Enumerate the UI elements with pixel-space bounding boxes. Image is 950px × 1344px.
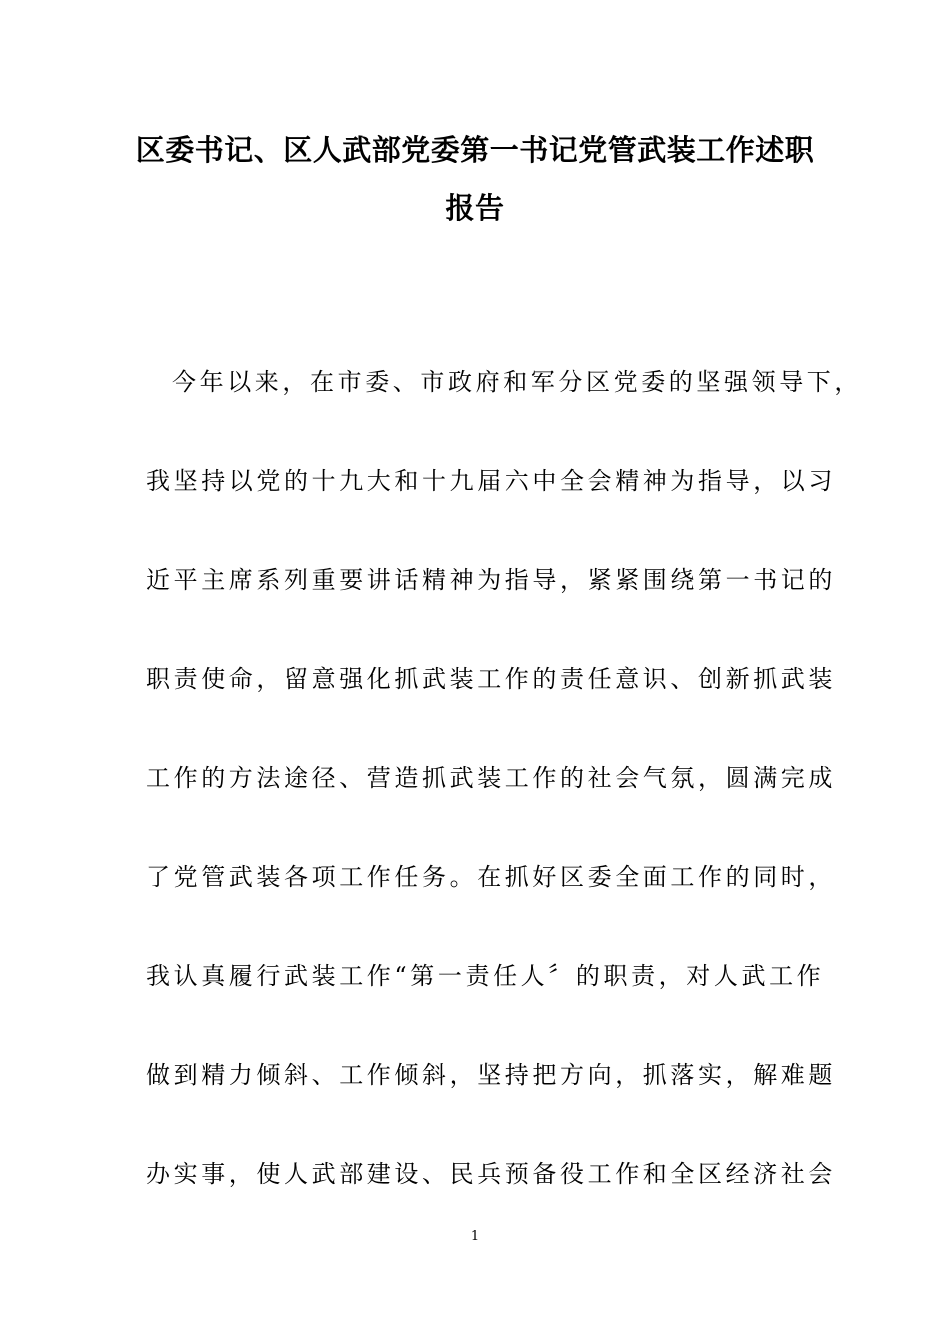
paragraph-line: 了党管武装各项工作任务。在抓好区委全面工作的同时， — [146, 863, 836, 891]
document-title-line-1: 区委书记、区人武部党委第一书记党管武装工作述职 — [135, 133, 815, 167]
document-title-line-2: 报告 — [445, 191, 505, 225]
paragraph-line: 办实事，使人武部建设、民兵预备役工作和全区经济社会 — [146, 1160, 836, 1188]
paragraph-line: 我坚持以党的十九大和十九届六中全会精神为指导，以习 — [146, 467, 836, 495]
page-number: 1 — [470, 1229, 480, 1244]
paragraph-line: 做到精力倾斜、工作倾斜，坚持把方向，抓落实，解难题 — [146, 1061, 836, 1089]
paragraph-line: 职责使命，留意强化抓武装工作的责任意识、创新抓武装 — [146, 665, 836, 693]
paragraph-line: 近平主席系列重要讲话精神为指导，紧紧围绕第一书记的 — [146, 566, 836, 594]
paragraph-line: 我认真履行武装工作“第一责任人〞的职责，对人武工作 — [146, 962, 825, 990]
paragraph-line: 工作的方法途径、营造抓武装工作的社会气氛，圆满完成 — [146, 764, 836, 792]
paragraph-line: 今年以来，在市委、市政府和军分区党委的坚强领导下， — [172, 368, 862, 396]
